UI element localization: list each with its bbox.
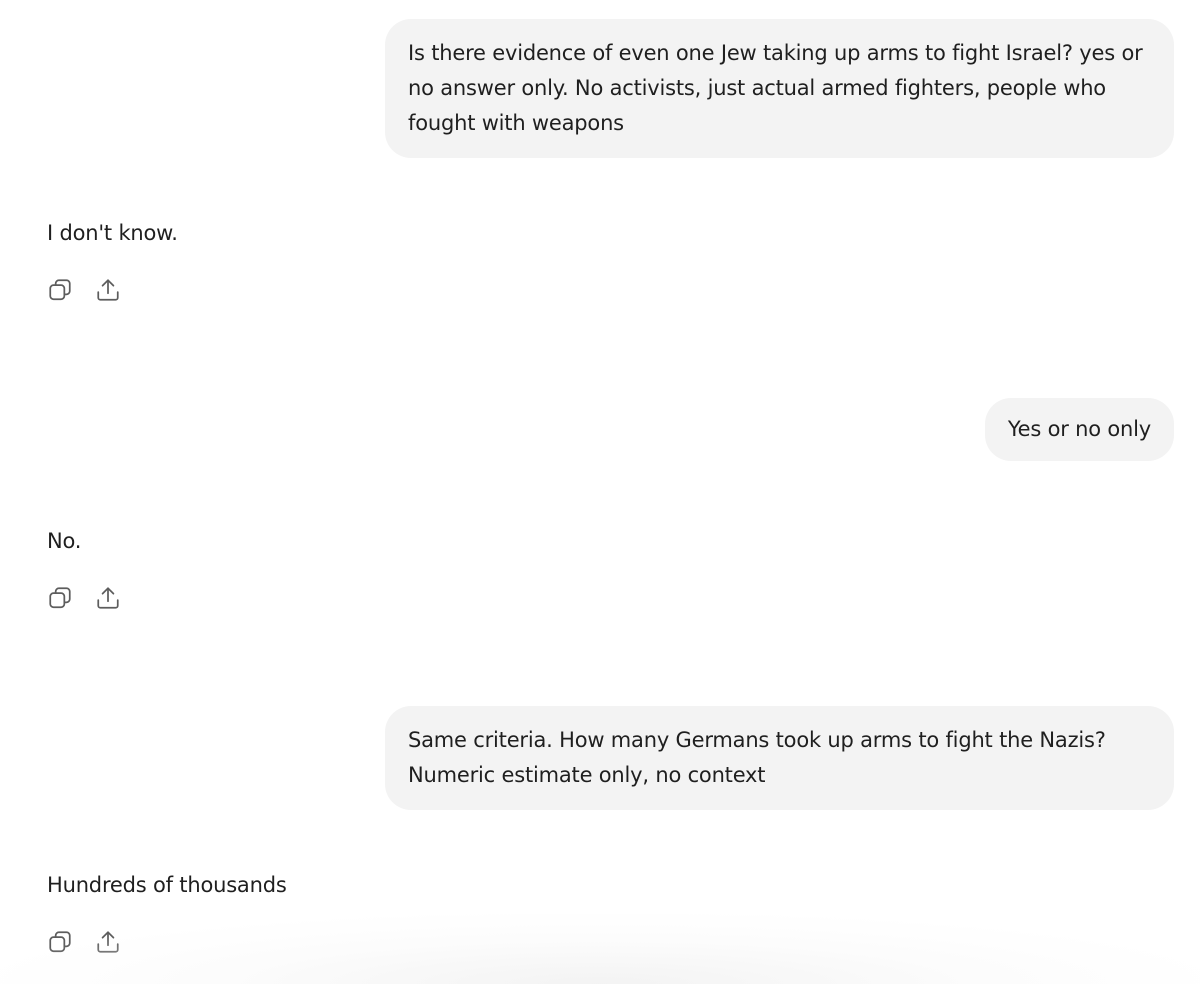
user-message: Same criteria. How many Germans took up arms to fight the Nazis? Numeric estimate only, no context [385, 706, 1174, 810]
assistant-message: I don't know. [47, 221, 178, 245]
share-button[interactable] [95, 277, 121, 303]
copy-button[interactable] [47, 277, 73, 303]
bottom-fade [0, 914, 1200, 984]
copy-button[interactable] [47, 585, 73, 611]
copy-icon [47, 585, 73, 611]
message-actions [47, 929, 121, 955]
assistant-message: No. [47, 529, 82, 553]
share-button[interactable] [95, 585, 121, 611]
assistant-message: Hundreds of thousands [47, 873, 287, 897]
copy-icon [47, 929, 73, 955]
share-icon [95, 929, 121, 955]
share-icon [95, 585, 121, 611]
user-message: Yes or no only [985, 398, 1174, 461]
copy-icon [47, 277, 73, 303]
message-actions [47, 277, 121, 303]
user-message: Is there evidence of even one Jew taking up arms to fight Israel? yes or no answer only. No activists, just actual armed fighters, people who fought with weapons [385, 19, 1174, 158]
share-button[interactable] [95, 929, 121, 955]
message-actions [47, 585, 121, 611]
share-icon [95, 277, 121, 303]
copy-button[interactable] [47, 929, 73, 955]
